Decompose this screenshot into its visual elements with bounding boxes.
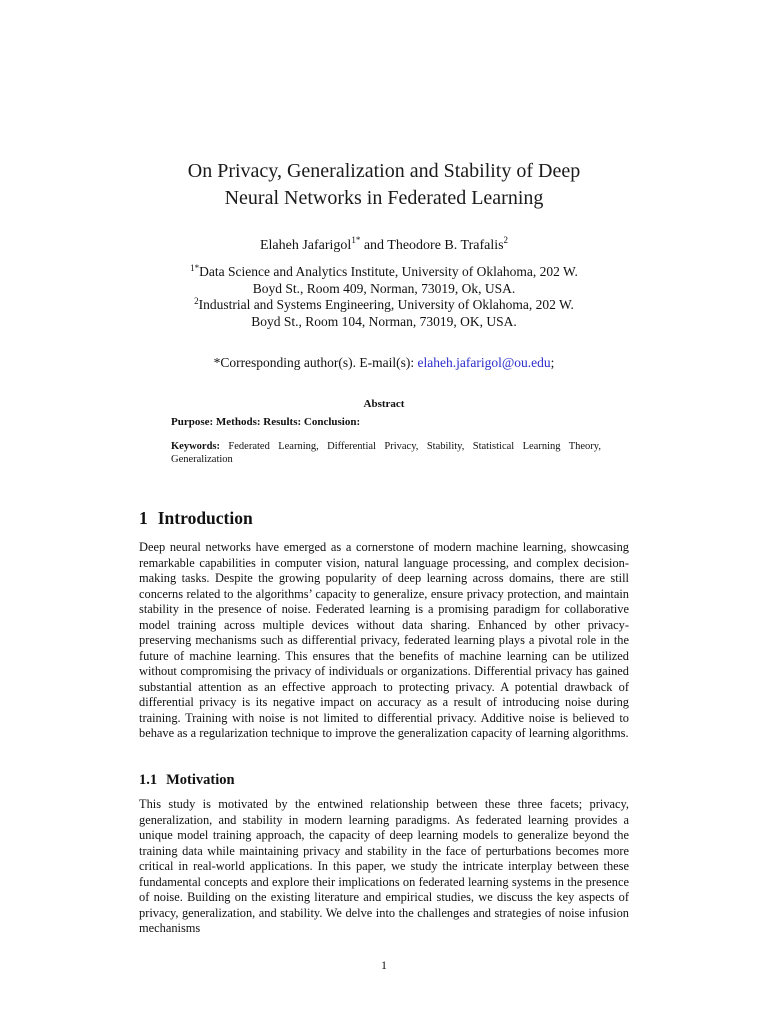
affiliation-line: Boyd St., Room 409, Norman, 73019, Ok, USA. [252, 281, 516, 296]
affiliation-mark: 2 [194, 296, 199, 306]
corresponding-author [120, 354, 648, 372]
section-heading [139, 508, 253, 529]
keywords-text: Federated Learning, Differential Privacy, Stability, Statistical Learning Theory, Generalization [171, 441, 601, 465]
affiliation-mark: 1* [190, 263, 200, 273]
subsection-number: 1.1 [139, 772, 158, 788]
affiliation-1 [120, 260, 648, 297]
paper-title [120, 158, 648, 212]
motivation-paragraph: This study is motivated by the entwined relationship between these three facets; privacy, generalization, and stability in modern learning paradigms. As federated learning provides a unique model training approach, the capacity of deep learning models to generalize beyond the training data while maintaining privacy and stability in the face of perturbations becomes more critical in real-world applications. In this paper, we study the intricate interplay between these fundamental concepts and explore their implications on federated learning systems in the presence of noise. Building on the existing literature and empirical studies, we discuss the key aspects of privacy, generalization, and stability. We delve into the challenges and strategies of noise infusion mechanisms [139, 797, 629, 935]
subsection-title: Motivation [166, 772, 235, 788]
title-line-1: On Privacy, Generalization and Stability of Deep [187, 160, 581, 182]
email-link[interactable]: elaheh.jafarigol@ou.edu [417, 355, 551, 370]
subsection-heading [139, 772, 235, 789]
affiliation-line: Industrial and Systems Engineering, University of Oklahoma, 202 W. [198, 297, 574, 312]
corresponding-suffix: ; [550, 355, 555, 370]
author-affiliation-mark: 1* [351, 235, 361, 245]
affiliation-line: Data Science and Analytics Institute, University of Oklahoma, 202 W. [199, 264, 578, 279]
abstract-body: Purpose: Methods: Results: Conclusion: [171, 416, 361, 428]
section-title: Introduction [157, 508, 253, 528]
author-affiliation-mark: 2 [503, 235, 509, 245]
corresponding-prefix: *Corresponding author(s). E-mail(s): [213, 355, 418, 370]
author-connector: and [360, 238, 388, 253]
section-number: 1 [139, 508, 148, 528]
keywords-label: Keywords: [171, 441, 220, 452]
page-number: 1 [381, 958, 387, 972]
author-name: Theodore B. Trafalis [387, 238, 504, 253]
introduction-paragraph: Deep neural networks have emerged as a cornerstone of modern machine learning, showcasing remarkable capabilities in computer vision, natural language processing, and complex decision-making tasks. Despite the growing popularity of deep learning across domains, there are still concerns related to the algorithms’ capacity to generalize, ensure privacy protection, and maintain stability in the presence of noise. Federated learning is a promising paradigm for collaborative model training across multiple devices without data sharing. Enhanced by other privacy-preserving mechanisms such as differential privacy, federated learning plays a pivotal role in the future of machine learning. This ensures that the benefits of machine learning can be utilized without compromising the privacy of individuals or organizations. Differential privacy has gained substantial attention as an effective approach to protecting privacy. A potential drawback of differential privacy is its negative impact on accuracy as a result of introducing noise during training. Training with noise is not limited to differential privacy. Additive noise is believed to behave as a regularization technique to improve the generalization capacity of learning algorithms. [139, 540, 629, 740]
title-line-2: Neural Networks in Federated Learning [224, 187, 544, 209]
affiliation-line: Boyd St., Room 104, Norman, 73019, OK, USA. [251, 314, 517, 329]
affiliation-2 [120, 293, 648, 330]
author-name: Elaheh Jafarigol [259, 238, 352, 253]
keywords [171, 440, 601, 466]
author-list [120, 231, 648, 255]
abstract-heading: Abstract [363, 398, 405, 410]
